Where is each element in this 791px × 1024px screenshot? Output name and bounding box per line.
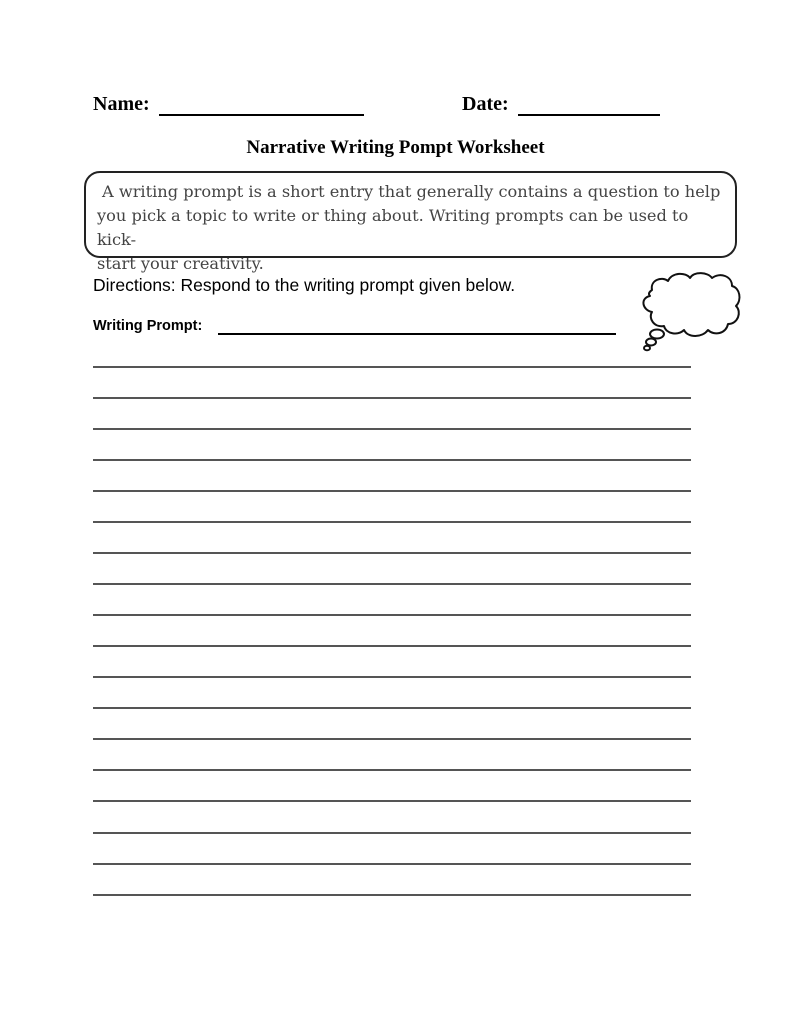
answer-line[interactable] [93,490,691,492]
answer-line[interactable] [93,521,691,523]
answer-line[interactable] [93,397,691,399]
answer-line[interactable] [93,614,691,616]
name-field[interactable] [93,93,364,116]
info-line-3: start your creativity. [97,254,264,273]
date-field[interactable] [462,93,660,116]
date-blank[interactable] [518,94,660,116]
date-label: Date: [462,93,509,115]
answer-line[interactable] [93,366,691,368]
name-blank[interactable] [159,94,364,116]
info-line-1: A writing prompt is a short entry that generally contains a question to help [102,182,721,201]
answer-line[interactable] [93,428,691,430]
answer-line[interactable] [93,459,691,461]
thought-cloud-icon [630,268,750,358]
answer-line[interactable] [93,800,691,802]
answer-line[interactable] [93,894,691,896]
writing-prompt-blank[interactable] [218,333,616,335]
info-line-2: you pick a topic to write or thing about. Writing prompts can be used to kick- [97,206,689,249]
answer-line[interactable] [93,863,691,865]
answer-line[interactable] [93,738,691,740]
answer-line[interactable] [93,676,691,678]
answer-line[interactable] [93,769,691,771]
name-label: Name: [93,93,150,115]
answer-line[interactable] [93,707,691,709]
answer-line[interactable] [93,552,691,554]
directions-text: Directions: Respond to the writing prompt given below. [93,275,516,295]
info-box-text [97,180,727,276]
writing-prompt-label: Writing Prompt: [93,318,203,334]
worksheet-title: Narrative Writing Pompt Worksheet [246,137,545,158]
answer-line[interactable] [93,832,691,834]
answer-line[interactable] [93,583,691,585]
answer-line[interactable] [93,645,691,647]
